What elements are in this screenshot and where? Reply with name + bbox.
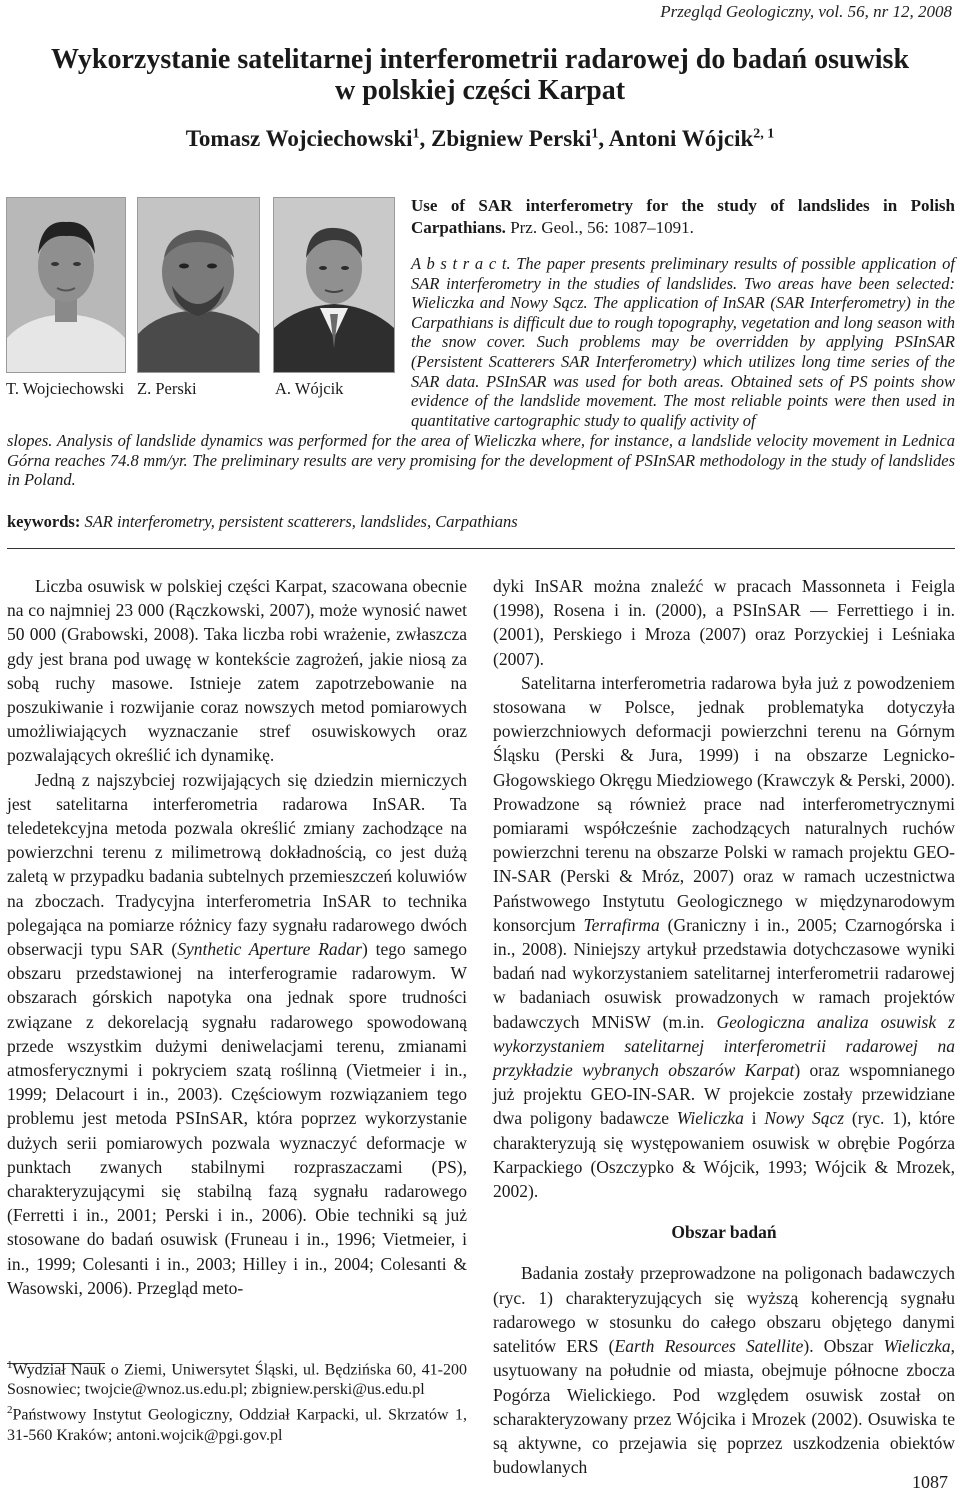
paragraph: Liczba osuwisk w polskiej części Karpat, szacowana obecnie na co najmniej 23 000 (Rączkowski, 2007), może wynosić nawet 50 000 (Grabowski, 2008). Taka liczba robi wrażenie, zwłaszcza gdy jest brana pod uwagę w kontekście zagrożeń, jakie niosą za sobą ruchy masowe. Istnieje zatem zapotrzebowanie na poszukiwanie i rozwijanie coraz nowszych metod pomiarowych umożliwiających wyznaczanie stref osuwiskowych oraz pozwalających określić ich dynamikę. xyxy=(7,576,467,766)
author-photo-wojciechowski xyxy=(6,197,126,373)
body-right-column xyxy=(493,574,955,1479)
photo-caption: Z. Perski xyxy=(137,379,197,398)
section-divider xyxy=(7,548,955,549)
citation xyxy=(411,195,955,239)
italic-term: Nowy Sącz xyxy=(764,1108,845,1129)
italic-term: Wieliczka xyxy=(883,1336,951,1357)
citation-title: Use of SAR interferometry for the study of landslides in Polish Carpathians. xyxy=(411,196,955,237)
footnote-text: Państwowy Instytut Geologiczny, Oddział Karpacki, ul. Skrzatów 1, 31-560 Kraków; antoni.wojcik@pgi.gov.pl xyxy=(7,1406,467,1444)
title-line-1: Wykorzystanie satelitarnej interferometrii radarowej do badań osuwisk xyxy=(50,44,910,75)
footnote xyxy=(7,1353,467,1400)
text-run: (ryc. 1), które charakteryzują się występowaniem osuwisk w obrębie Pogórza Karpackiego (Oszczypko & Wójcik, 1993; Wójcik & Mrozek, 2002). xyxy=(493,1108,955,1202)
journal-header: Przegląd Geologiczny, vol. 56, nr 12, 2008 xyxy=(660,2,952,21)
text-run: ) tego samego obszaru przedstawionej na interferogramie radarowym. W obszarach górskich napotyka ona jednak spore trudności związane z dekorelacją sygnału radarowego spowodowaną przede wszystkim dużymi deniwelacjami terenu, zmianami atmosferycznymi i pokryciem szatą roślinną (Vietmeier i in., 1999; Delacourt i in., 2003). Częściowym rozwiązaniem tego problemu jest metoda PSInSAR, która poprzez wykorzystanie dużych serii pomiarowych pozwala wyznaczyć deformacje w punktach zwanych stabilnymi rozpraszaczami (PS), charakteryzującymi się stabilną fazą sygnału radarowego (Ferretti i in., 2001; Perski i in., 2006). Obie techniki są już stosowane do badań osuwisk (Fruneau i in., 1996; Vietmeier, i in., 1999; Colesanti i in., 2003; Hilley i in., 2004; Colesanti & Wasowski, 2006). Przegląd meto- xyxy=(7,939,467,1298)
paragraph xyxy=(493,1261,955,1479)
page-number: 1087 xyxy=(912,1472,948,1492)
keywords-label: keywords: xyxy=(7,512,81,531)
affiliation-marker: 1 xyxy=(412,126,420,142)
title-line-2: w polskiej części Karpat xyxy=(334,75,626,106)
text-run: (Graniczny i in., 2005; Czarnogórska i in., 2008). Niniejszy artykuł przedstawia dotychczasowe wyniki badań nad wykorzystaniem satelitarnej interferometrii radarowej w badaniach osuwisk prowadzonych w ramach projektów badawczych MNiSW (m.in. xyxy=(493,914,955,1032)
text-run: , usytuowany na południe od miasta, obejmuje północne zbocza Pogórza Wielickiego. Pod względem osuwisk został on scharakteryzowany przez Wójcika i Mrozek (2002). Osuwiska te są aktywne, co przejawia się poprzez uszkodzenia obiektów budowlanych xyxy=(493,1336,956,1478)
author-photo-perski xyxy=(137,197,260,373)
abstract-part-1: A b s t r a c t. The paper presents preliminary results of possible application of SAR interferometry in the studies of landslides. Two areas have been selected: Wieliczka and Nowy Sącz. The application of InSAR (SAR Interferometry) in the Carpathians is difficult due to rough topography, vegetation and long season with the snow cover. Such problems may be overridden by applying PSInSAR (Persistent Scatterers SAR Interferometry) which utilizes long time series of the SAR data. PSInSAR was used for both areas. Obtained sets of PS points show evidence of the landslide movement. The most reliable points were then used in quantitative cartographic study to qualify activity of xyxy=(411,254,955,430)
affiliation-marker: 2, 1 xyxy=(753,126,775,142)
author-name: Zbigniew Perski xyxy=(431,126,592,151)
italic-term: Synthetic Aperture Radar xyxy=(177,939,362,960)
italic-term: Terrafirma xyxy=(583,914,660,935)
photo-caption: A. Wójcik xyxy=(275,379,344,398)
citation-source: Prz. Geol., 56: 1087–1091. xyxy=(505,218,694,237)
abstract-part-2: slopes. Analysis of landslide dynamics was performed for the area of Wieliczka where, for instance, a landslide velocity movement in Lednica Górna reaches 74.8 mm/yr. The preliminary results are very promising for the development of PSInSAR methodology in the study of landslides in Poland. xyxy=(7,431,955,490)
italic-term: Earth Resources Satellite xyxy=(614,1336,804,1357)
text-run: ). Obszar xyxy=(803,1336,884,1357)
author-photo-wojcik xyxy=(273,197,395,373)
keywords xyxy=(7,512,518,532)
italic-term: Geologiczna analiza osuwisk z wykorzystaniem satelitarnej interferometrii radarowej na przykładzie wybranych obszarów Karpat xyxy=(493,1011,955,1081)
footnotes xyxy=(7,1353,467,1446)
italic-term: Wieliczka xyxy=(676,1108,744,1129)
body-left-column xyxy=(7,574,467,1300)
footnote xyxy=(7,1400,467,1445)
section-heading: Obszar badań xyxy=(671,1222,777,1243)
text-run: i xyxy=(743,1108,765,1129)
text-run: Badania zostały przeprowadzone na poligonach badawczych (ryc. 1) charakteryzujących się wyższą koherencją sygnału radarowego w stosunku do całego obszaru objętego danymi satelitów ERS ( xyxy=(493,1263,955,1357)
paragraph xyxy=(7,768,467,1300)
article-title xyxy=(0,44,960,106)
photo-caption: T. Wojciechowski xyxy=(6,379,125,398)
footnote-marker: 1 xyxy=(7,1359,13,1371)
footnote-text: Wydział Nauk o Ziemi, Uniwersytet Śląski, ul. Będzińska 60, 41-200 Sosnowiec; twojcie@wnoz.us.edu.pl; zbigniew.perski@us.edu.pl xyxy=(7,1361,467,1399)
paragraph xyxy=(493,671,955,1203)
author-list xyxy=(0,126,960,152)
author-separator: , xyxy=(598,126,609,151)
author-name: Tomasz Wojciechowski xyxy=(185,126,413,151)
text-run: ) oraz wspomnianego już projektu GEO-IN-SAR. W projekcie zostały przewidziane dwa poligony badawcze xyxy=(493,1060,955,1129)
paragraph: dyki InSAR można znaleźć w pracach Massonneta i Feigla (1998), Rosena i in. (2000), a PSInSAR — Ferrettiego i in. (2001), Perskiego i Mroza (2007) oraz Porzyckiej i Leśniaka (2007). xyxy=(493,576,955,669)
text-run: Jedną z najszybciej rozwijających się dziedzin mierniczych jest satelitarna interferometria radarowa InSAR. Ta teledetekcyjna metoda pozwala określić zmiany zachodzące na powierzchni terenu z milimetrową dokładnością, co jest dużą zaletą w przypadku badania subtelnych przemieszczeń koluwiów na zboczach. Tradycyjna interferometria InSAR to technika polegająca na pomiarze różnicy fazy sygnału radarowego dwóch obserwacji typu SAR ( xyxy=(7,769,467,960)
author-separator: , xyxy=(419,126,432,151)
text-run: Satelitarna interferometria radarowa była już z powodzeniem stosowana w Polsce, jednak problematyka dotyczyła powierzchniowych deformacji powierzchni terenu na Górnym Śląsku (Perski & Jura, 1999) i na obszarze Legnicko-Głogowskiego Okręgu Miedziowego (Krawczyk & Perski, 2000). Prowadzone są również prace nad interferometrycznymi pomiarami współcześnie zachodzących naturalnych ruchów powierzchni terenu na obszarze Polski w ramach projektu GEO-IN-SAR (Perski & Mróz, 2007) oraz w ramach uczestnictwa Państwowego Instytutu Geologicznego w międzynarodowym konsorcjum xyxy=(493,672,955,935)
footnote-marker: 2 xyxy=(7,1404,13,1417)
keywords-values: SAR interferometry, persistent scatterers, landslides, Carpathians xyxy=(84,512,518,531)
author-name: Antoni Wójcik xyxy=(608,126,754,151)
affiliation-marker: 1 xyxy=(591,126,599,142)
